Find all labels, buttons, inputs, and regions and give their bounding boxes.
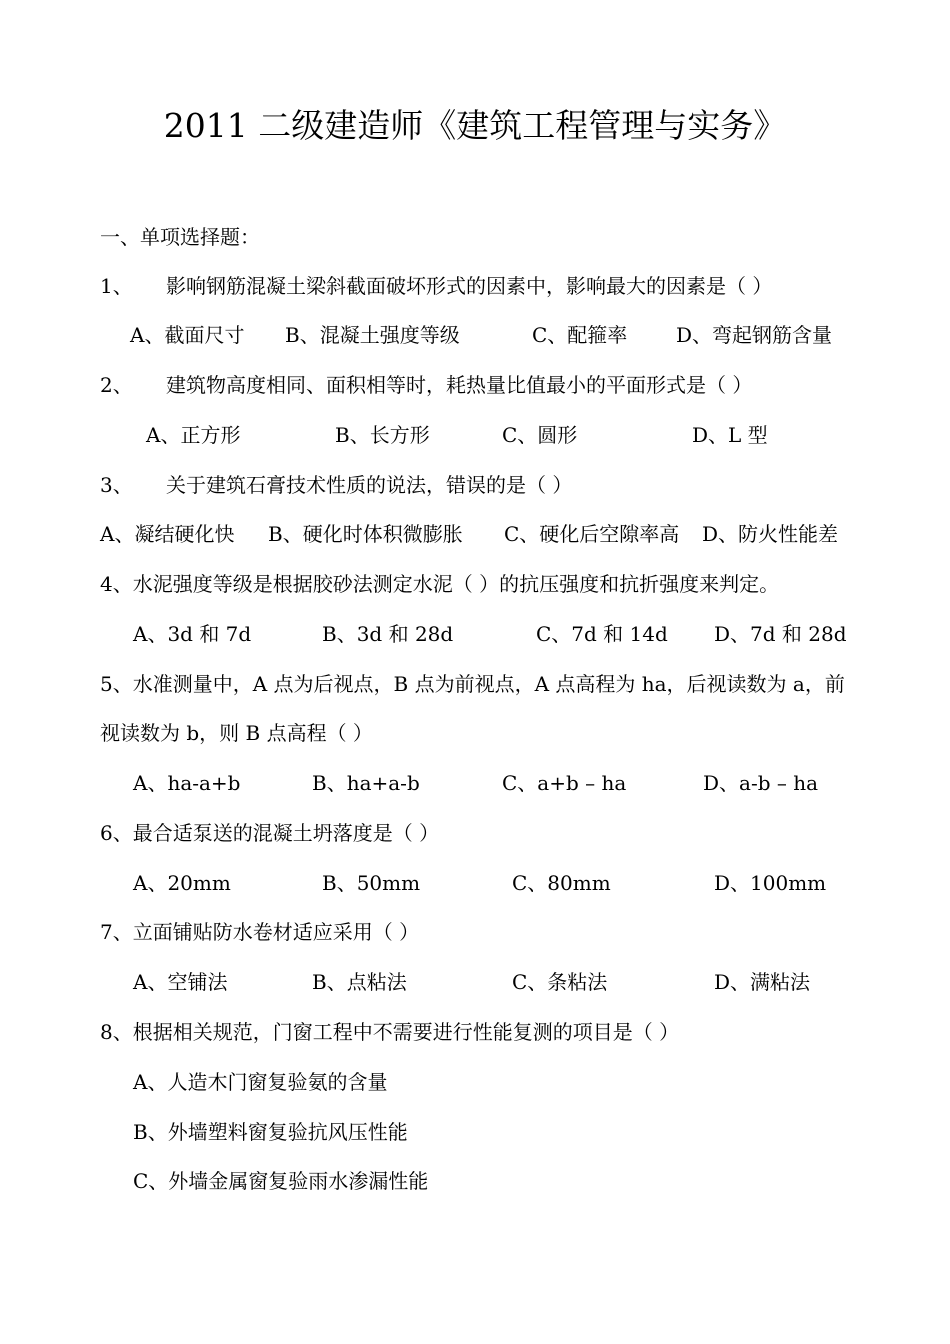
question-2-option-d: D、L 型 <box>692 423 768 447</box>
question-2-option-c: C、圆形 <box>502 423 578 447</box>
question-4-option-b: B、3d 和 28d <box>322 622 454 646</box>
question-2-text: 建筑物高度相同、面积相等时，耗热量比值最小的平面形式是（ ） <box>166 373 753 397</box>
question-7-option-b: B、点粘法 <box>312 970 407 994</box>
question-5-option-c: C、a+b – ha <box>502 771 627 795</box>
question-1-option-c: C、配箍率 <box>532 323 628 347</box>
question-7-text: 7、立面铺贴防水卷材适应采用（ ） <box>100 920 420 944</box>
question-1-text: 影响钢筋混凝土梁斜截面破坏形式的因素中，影响最大的因素是（ ） <box>166 274 773 298</box>
question-4-option-a: A、3d 和 7d <box>133 622 252 646</box>
question-5-option-d: D、a-b – ha <box>703 771 819 795</box>
question-3-text: 关于建筑石膏技术性质的说法，错误的是（ ） <box>166 473 573 497</box>
question-5-option-b: B、ha+a-b <box>312 771 420 795</box>
question-3-option-c: C、硬化后空隙率高 <box>504 522 680 546</box>
question-6-option-c: C、80mm <box>512 871 611 895</box>
question-3-number: 3、 <box>100 473 133 497</box>
question-2-option-b: B、长方形 <box>335 423 430 447</box>
question-1-option-d: D、弯起钢筋含量 <box>676 323 833 347</box>
question-6-text: 6、最合适泵送的混凝土坍落度是（ ） <box>100 821 440 845</box>
question-8-option-a: A、人造木门窗复验氨的含量 <box>133 1070 388 1094</box>
document-title: 2011 二级建造师《建筑工程管理与实务》 <box>163 106 787 145</box>
question-1-number: 1、 <box>100 274 133 298</box>
question-7-option-d: D、满粘法 <box>714 970 811 994</box>
question-7-option-c: C、条粘法 <box>512 970 608 994</box>
question-4-option-d: D、7d 和 28d <box>714 622 847 646</box>
question-1-option-b: B、混凝土强度等级 <box>285 323 460 347</box>
question-6-option-a: A、20mm <box>133 871 231 895</box>
question-1-option-a: A、截面尺寸 <box>130 323 245 347</box>
question-6-option-d: D、100mm <box>714 871 827 895</box>
question-4-text: 4、水泥强度等级是根据胶砂法测定水泥（ ）的抗压强度和抗折强度来判定。 <box>100 572 780 596</box>
question-5-text-line-1: 5、水准测量中，A 点为后视点，B 点为前视点，A 点高程为 ha，后视读数为 a，前 <box>100 672 845 696</box>
section-heading: 一、单项选择题： <box>100 225 260 249</box>
question-3-option-b: B、硬化时体积微膨胀 <box>268 522 463 546</box>
question-2-option-a: A、正方形 <box>146 423 241 447</box>
question-2-number: 2、 <box>100 373 133 397</box>
question-4-option-c: C、7d 和 14d <box>536 622 668 646</box>
question-3-option-a: A、凝结硬化快 <box>100 522 235 546</box>
question-8-text: 8、根据相关规范，门窗工程中不需要进行性能复测的项目是（ ） <box>100 1020 680 1044</box>
question-5-option-a: A、ha-a+b <box>133 771 241 795</box>
question-8-option-c: C、外墙金属窗复验雨水渗漏性能 <box>133 1169 429 1193</box>
question-6-option-b: B、50mm <box>322 871 421 895</box>
question-7-option-a: A、空铺法 <box>133 970 228 994</box>
question-5-text-line-2: 视读数为 b，则 B 点高程（ ） <box>100 721 373 745</box>
question-8-option-b: B、外墙塑料窗复验抗风压性能 <box>133 1120 408 1144</box>
question-3-option-d: D、防火性能差 <box>702 522 839 546</box>
